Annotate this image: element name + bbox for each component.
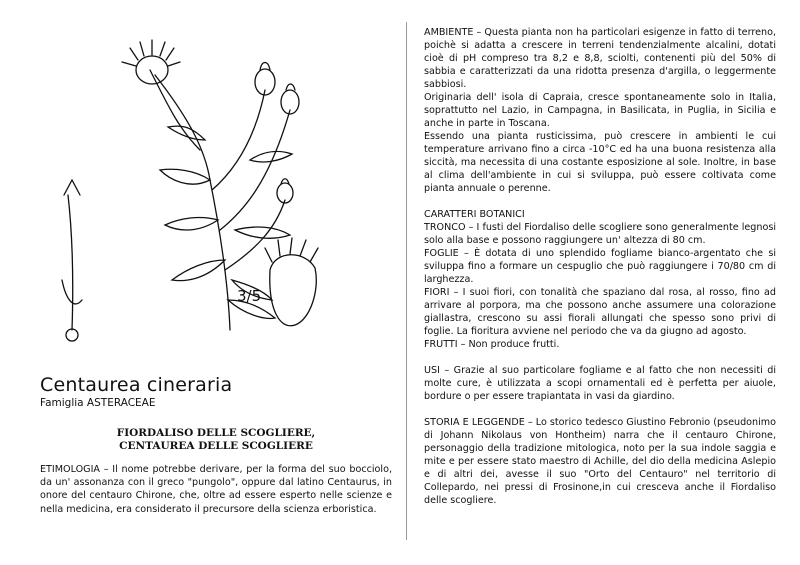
caratteri-heading: CARATTERI BOTANICI (424, 209, 525, 220)
column-divider (406, 22, 407, 540)
storia-paragraph: STORIA E LEGGENDE – Lo storico tedesco Giustino Febronio (pseudonimo di Johann Nikolaus von Hontheim) narra che il centauro Chirone, personaggio della tradizione mitologica, noto per la sua indole saggia e mite e per essere stato maestro di Achille, del dio della medicina Aslepio e di altri dei, avesse il suo "Orto del Centauro" nel territorio di Collepardo, nei pressi di Frosinone,in cui cresceva anche il Fiordaliso delle scogliere. (424, 417, 776, 506)
common-names (40, 427, 392, 453)
family-name: Famiglia ASTERACEAE (40, 397, 156, 409)
common-name-1: FIORDALISO DELLE SCOGLIERE, (116, 427, 316, 439)
etymology-paragraph: ETIMOLOGIA – Il nome potrebbe derivare, per la forma del suo bocciolo, da un' assonanza con il greco "pungolo", oppure dal latino Centaurus, in onore del centauro Chirone, che, oltre ad essere esperto nelle scienze e nella medicina, era considerato il precursore della scienza erboristica. (40, 464, 392, 515)
common-name-2: CENTAUREA DELLE SCOGLIERE (119, 440, 313, 452)
illustration-scale: 3/5 (237, 287, 262, 305)
caratteri-tronco: TRONCO – I fusti del Fiordaliso delle scogliere sono generalmente legnosi solo alla base e possono raggiungere un' altezza di 80 cm. (424, 222, 776, 246)
plant-illustration (60, 30, 360, 350)
ambiente-paragraph-2: Originaria dell' isola di Capraia, cresce spontaneamente solo in Italia, soprattutto nel Lazio, in Campagna, in Basilicata, in Puglia, in Sicilia e anche in parte in Toscana. (424, 92, 776, 129)
caratteri-foglie: FOGLIE – È dotata di uno splendido fogliame bianco-argentato che si sviluppa fino a formare un cespuglio che può raggiungere i 70/80 cm di larghezza. (424, 248, 776, 285)
usi-paragraph: USI – Grazie al suo particolare fogliame e al fatto che non necessiti di molte cure, è utilizzata a scopi ornamentali ed è perfetta per aiuole, bordure o per essere trapiantata in vasi da giardino. (424, 365, 776, 402)
caratteri-fiori: FIORI – I suoi fiori, con tonalità che spaziano dal rosa, al rosso, fino ad arrivare al porpora, ma che possono anche assumere una colorazione giallastra, crescono su assi fiorali allungati che spesso sono privi di foglie. La fioritura avviene nel periodo che va da giugno ad agosto. (424, 287, 776, 337)
ambiente-paragraph-3: Essendo una pianta rusticissima, può crescere in ambienti le cui temperature arrivano fino a circa -10°C ed ha una buona resistenza alla siccità, ma necessita di una costante esposizione al sole. Inoltre, in base al clima dell'ambiente in cui si sviluppa, può essere coltivata come pianta annuale o perenne. (424, 131, 776, 194)
right-column (424, 26, 776, 507)
caratteri-frutti: FRUTTI – Non produce frutti. (424, 339, 560, 350)
ambiente-paragraph-1: AMBIENTE – Questa pianta non ha particolari esigenze in fatto di terreno, poichè si adatta a crescere in terreni tendenzialmente alcalini, dotati cioè di pH compreso tra 8,2 e 8,8, sciolti, contenenti più del 50% di sabbia e caratterizzati da una ridotta presenza d'argilla, o leggermente sabbiosi. (424, 27, 776, 90)
scientific-name: Centaurea cineraria (40, 374, 233, 396)
